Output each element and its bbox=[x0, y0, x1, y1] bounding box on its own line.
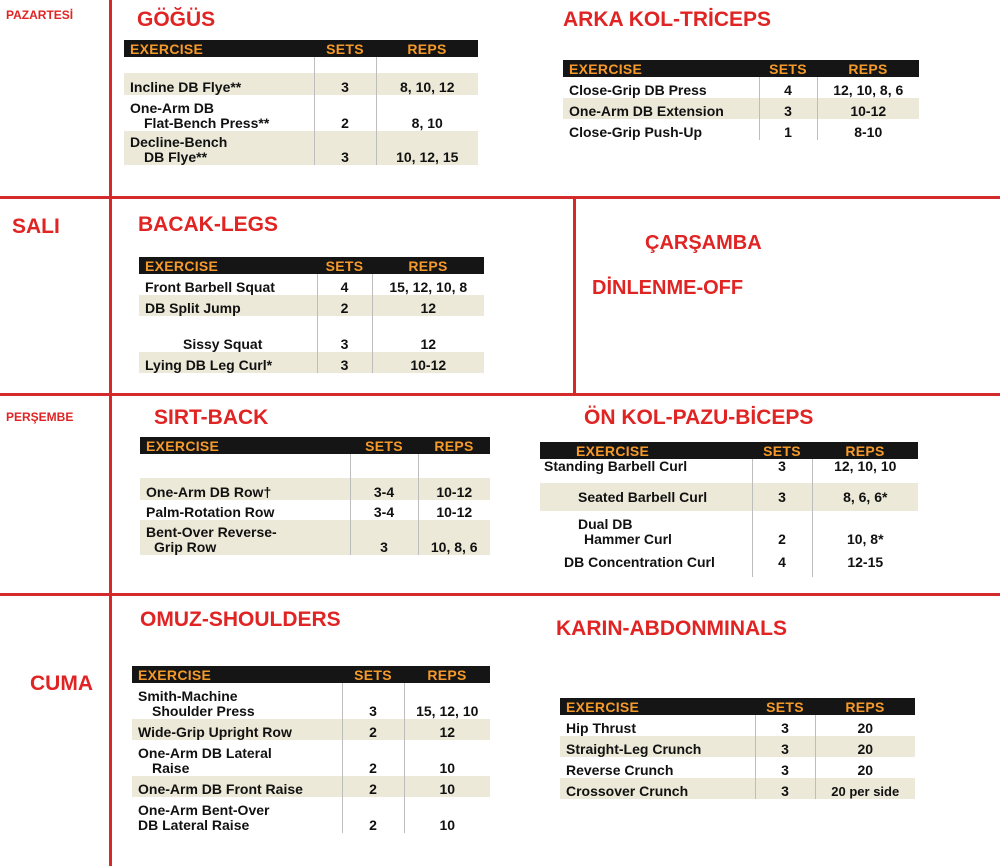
exercise-name: Close-Grip Push-Up bbox=[569, 124, 703, 140]
exercise-sets: 2 bbox=[342, 776, 404, 797]
table-row bbox=[540, 459, 918, 483]
header-sets: SETS bbox=[350, 437, 418, 454]
table-row bbox=[540, 547, 918, 577]
exercise-name-line1: One-Arm DB bbox=[130, 100, 215, 116]
exercise-name-line2: DB Lateral Raise bbox=[138, 817, 250, 833]
header-sets: SETS bbox=[342, 666, 404, 683]
exercise-sets: 2 bbox=[342, 740, 404, 776]
exercise-reps: 15, 12, 10, 8 bbox=[372, 274, 484, 295]
exercise-name: Seated Barbell Curl bbox=[540, 483, 752, 511]
section-title-abs: KARIN-ABDONMINALS bbox=[556, 617, 787, 640]
exercise-name bbox=[140, 520, 350, 555]
exercise-sets: 4 bbox=[317, 274, 372, 295]
exercise-sets: 3 bbox=[314, 131, 376, 165]
horizontal-divider-2 bbox=[0, 393, 1000, 396]
header-reps: REPS bbox=[418, 437, 490, 454]
table-header bbox=[124, 40, 478, 57]
header-sets: SETS bbox=[755, 698, 815, 715]
table-row bbox=[139, 352, 484, 373]
exercise-reps: 20 per side bbox=[815, 778, 915, 799]
horizontal-divider-3 bbox=[0, 593, 1000, 596]
exercise-reps: 8-10 bbox=[817, 119, 919, 140]
header-reps: REPS bbox=[812, 442, 918, 459]
exercise-sets: 3-4 bbox=[350, 478, 418, 500]
header-sets: SETS bbox=[314, 40, 376, 57]
exercise-reps: 10, 12, 15 bbox=[376, 131, 478, 165]
exercise-sets: 3 bbox=[755, 715, 815, 736]
exercise-name-line1: One-Arm DB Lateral bbox=[138, 745, 272, 761]
header-exercise: EXERCISE bbox=[139, 257, 317, 274]
exercise-sets: 2 bbox=[342, 719, 404, 740]
exercise-name-line1: Bent-Over Reverse- bbox=[146, 524, 277, 540]
day-label-friday: CUMA bbox=[30, 672, 93, 695]
exercise-reps: 12 bbox=[372, 295, 484, 316]
table-row bbox=[560, 736, 915, 757]
header-reps: REPS bbox=[815, 698, 915, 715]
exercise-name-line2: Hammer Curl bbox=[584, 531, 672, 547]
exercise-sets: 3-4 bbox=[350, 500, 418, 520]
section-title-triceps: ARKA KOL-TRİCEPS bbox=[563, 8, 772, 31]
exercise-name: One-Arm DB Front Raise bbox=[132, 776, 342, 797]
vertical-divider-wednesday bbox=[573, 196, 576, 396]
table-row bbox=[139, 316, 484, 352]
table-header bbox=[132, 666, 490, 683]
table-row bbox=[124, 95, 478, 131]
exercise-name: One-Arm DB Extension bbox=[563, 98, 759, 119]
exercise-sets: 3 bbox=[755, 757, 815, 778]
header-reps: REPS bbox=[817, 60, 919, 77]
exercise-sets: 3 bbox=[752, 459, 812, 483]
exercise-name-line1: Decline-Bench bbox=[130, 134, 228, 150]
exercise-sets: 3 bbox=[759, 98, 817, 119]
exercise-reps: 10, 8* bbox=[812, 511, 918, 547]
table-row-spacer bbox=[124, 57, 478, 73]
exercise-reps: 10-12 bbox=[817, 98, 919, 119]
horizontal-divider-1 bbox=[0, 196, 1000, 199]
table-row bbox=[140, 478, 490, 500]
back-table bbox=[140, 437, 490, 555]
table-row bbox=[139, 295, 484, 316]
exercise-reps: 12, 10, 10 bbox=[812, 459, 918, 483]
exercise-sets: 3 bbox=[752, 483, 812, 511]
section-title-back: SIRT-BACK bbox=[154, 406, 269, 429]
table-row bbox=[140, 520, 490, 555]
day-label-thursday: PERŞEMBE bbox=[6, 410, 74, 424]
table-row bbox=[563, 77, 919, 98]
exercise-name-line2: Raise bbox=[152, 760, 190, 776]
abs-table bbox=[560, 698, 915, 799]
exercise-name-line1: Smith-Machine bbox=[138, 688, 238, 704]
shoulders-table bbox=[132, 666, 490, 833]
exercise-sets: 3 bbox=[317, 316, 372, 352]
table-row bbox=[132, 776, 490, 797]
exercise-reps: 10 bbox=[404, 776, 490, 797]
exercise-reps: 12, 10, 8, 6 bbox=[817, 77, 919, 98]
table-row bbox=[124, 73, 478, 95]
exercise-name: Hip Thrust bbox=[566, 720, 636, 736]
wednesday-rest-note: DİNLENME-OFF bbox=[592, 277, 744, 299]
section-title-shoulders: OMUZ-SHOULDERS bbox=[140, 608, 341, 631]
day-label-tuesday: SALI bbox=[12, 215, 60, 238]
table-row bbox=[563, 119, 919, 140]
exercise-reps: 8, 10, 12 bbox=[376, 73, 478, 95]
exercise-sets: 3 bbox=[314, 73, 376, 95]
exercise-reps: 10, 8, 6 bbox=[418, 520, 490, 555]
exercise-name: DB Split Jump bbox=[139, 295, 317, 316]
table-row bbox=[124, 131, 478, 165]
legs-table bbox=[139, 257, 484, 373]
exercise-reps: 10 bbox=[404, 797, 490, 833]
exercise-sets: 3 bbox=[350, 520, 418, 555]
table-row bbox=[563, 98, 919, 119]
exercise-reps: 12-15 bbox=[812, 547, 918, 577]
header-exercise: EXERCISE bbox=[132, 666, 342, 683]
table-row bbox=[132, 740, 490, 776]
header-reps: REPS bbox=[372, 257, 484, 274]
exercise-sets: 4 bbox=[752, 547, 812, 577]
exercise-name: Incline DB Flye** bbox=[124, 73, 314, 95]
vertical-divider-left bbox=[109, 0, 112, 866]
header-exercise: EXERCISE bbox=[540, 442, 752, 459]
exercise-name: One-Arm DB Row† bbox=[140, 478, 350, 500]
exercise-sets: 3 bbox=[317, 352, 372, 373]
section-title-legs: BACAK-LEGS bbox=[138, 213, 278, 236]
header-exercise: EXERCISE bbox=[560, 698, 755, 715]
exercise-name: Standing Barbell Curl bbox=[544, 458, 688, 474]
exercise-reps: 8, 6, 6* bbox=[812, 483, 918, 511]
exercise-reps: 15, 12, 10 bbox=[404, 683, 490, 719]
exercise-name bbox=[540, 511, 752, 547]
exercise-sets: 3 bbox=[755, 778, 815, 799]
exercise-sets: 3 bbox=[755, 736, 815, 757]
day-label-monday: PAZARTESİ bbox=[6, 8, 74, 22]
header-reps: REPS bbox=[404, 666, 490, 683]
wednesday-title: ÇARŞAMBA bbox=[645, 232, 762, 254]
exercise-name bbox=[132, 797, 342, 833]
header-exercise: EXERCISE bbox=[124, 40, 314, 57]
table-row bbox=[560, 757, 915, 778]
exercise-reps: 10-12 bbox=[372, 352, 484, 373]
exercise-name-line2: Grip Row bbox=[154, 539, 217, 555]
table-row bbox=[560, 715, 915, 736]
exercise-name: Lying DB Leg Curl* bbox=[139, 352, 317, 373]
exercise-reps: 8, 10 bbox=[376, 95, 478, 131]
header-exercise: EXERCISE bbox=[140, 437, 350, 454]
exercise-name bbox=[124, 131, 314, 165]
exercise-name-line1: Dual DB bbox=[578, 516, 633, 532]
exercise-name: Wide-Grip Upright Row bbox=[132, 719, 342, 740]
exercise-name bbox=[132, 740, 342, 776]
table-row bbox=[540, 511, 918, 547]
table-header bbox=[139, 257, 484, 274]
exercise-name: Reverse Crunch bbox=[566, 762, 674, 778]
header-sets: SETS bbox=[317, 257, 372, 274]
exercise-name-line2: DB Flye** bbox=[144, 149, 208, 165]
exercise-name: Straight-Leg Crunch bbox=[560, 736, 755, 757]
table-header bbox=[540, 442, 918, 459]
table-row bbox=[132, 797, 490, 833]
exercise-name: Palm-Rotation Row bbox=[146, 504, 275, 520]
table-header bbox=[560, 698, 915, 715]
header-exercise: EXERCISE bbox=[563, 60, 759, 77]
chest-table bbox=[124, 40, 478, 165]
table-row bbox=[132, 683, 490, 719]
table-header bbox=[140, 437, 490, 454]
exercise-sets: 2 bbox=[317, 295, 372, 316]
exercise-name: DB Concentration Curl bbox=[564, 553, 715, 570]
table-row bbox=[560, 778, 915, 799]
exercise-reps: 20 bbox=[815, 736, 915, 757]
exercise-sets: 2 bbox=[342, 797, 404, 833]
header-sets: SETS bbox=[759, 60, 817, 77]
table-header bbox=[563, 60, 919, 77]
exercise-reps: 12 bbox=[372, 316, 484, 352]
exercise-sets: 2 bbox=[752, 511, 812, 547]
exercise-name: Close-Grip DB Press bbox=[569, 82, 707, 98]
exercise-name bbox=[132, 683, 342, 719]
exercise-name: Front Barbell Squat bbox=[145, 279, 275, 295]
section-title-biceps: ÖN KOL-PAZU-BİCEPS bbox=[584, 406, 814, 429]
header-reps: REPS bbox=[376, 40, 478, 57]
table-row bbox=[140, 500, 490, 520]
biceps-table bbox=[540, 442, 918, 577]
exercise-sets: 3 bbox=[342, 683, 404, 719]
exercise-reps: 10 bbox=[404, 740, 490, 776]
exercise-reps: 20 bbox=[815, 715, 915, 736]
exercise-sets: 1 bbox=[759, 119, 817, 140]
exercise-reps: 12 bbox=[404, 719, 490, 740]
section-title-chest: GÖĞÜS bbox=[137, 8, 216, 31]
exercise-reps: 10-12 bbox=[418, 478, 490, 500]
exercise-sets: 2 bbox=[314, 95, 376, 131]
table-row bbox=[139, 274, 484, 295]
exercise-name: Crossover Crunch bbox=[560, 778, 755, 799]
exercise-name-line2: Shoulder Press bbox=[152, 703, 255, 719]
triceps-table bbox=[563, 60, 919, 140]
exercise-name-line2: Flat-Bench Press** bbox=[144, 115, 270, 131]
table-row bbox=[132, 719, 490, 740]
header-sets: SETS bbox=[752, 442, 812, 459]
exercise-reps: 20 bbox=[815, 757, 915, 778]
exercise-reps: 10-12 bbox=[418, 500, 490, 520]
table-row bbox=[540, 483, 918, 511]
exercise-sets: 4 bbox=[759, 77, 817, 98]
table-row-spacer bbox=[140, 454, 490, 478]
exercise-name bbox=[124, 95, 314, 131]
exercise-name-line1: One-Arm Bent-Over bbox=[138, 802, 270, 818]
exercise-name: Sissy Squat bbox=[183, 336, 263, 352]
